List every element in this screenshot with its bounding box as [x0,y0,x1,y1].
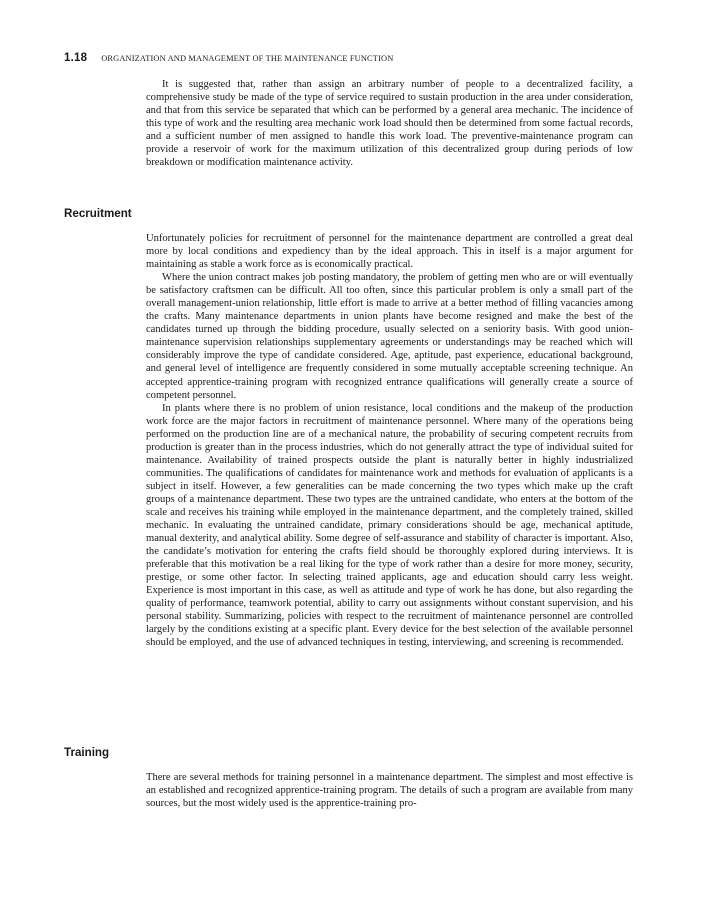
paragraph: Where the union contract makes job posting mandatory, the problem of getting men who are or will eventually be satisfactory craftsmen can be difficult. All too often, since this particular problem is only a small part of the overall management-union relationship, little effort is made to arrive at a better method of filling vacancies among the crafts. Many maintenance departments in union plants have become resigned and make the best of the candidates turned up through the bidding procedure, usually selected on a seniority basis. With good union-maintenance supervision relationships supplementary agreements or understandings may be reached which will considerably improve the type of candidate considered. Age, aptitude, past experience, educational background, and general level of intelligence are frequently considered in some mutually acceptable screening technique. An accepted apprentice-training program with recognized entrance qualifications will generally create a source of competent personnel. [146,272,633,401]
paragraph: Unfortunately policies for recruitment of personnel for the maintenance department are controlled a great deal more by local conditions and expediency than by the ideal approach. This in itself is a major argument for maintaining as stable a work force as is economically practical. [146,233,633,271]
intro-text [146,78,633,169]
section-heading-training: Training [64,746,110,759]
paragraph: There are several methods for training personnel in a maintenance department. The simplest and most effective is an established and recognized apprentice-training program. The details of such a program are available from many sources, but the most widely used is the apprentice-training pro- [146,772,633,810]
chapter-title: ORGANIZATION AND MANAGEMENT OF THE MAINTENANCE FUNCTION [101,54,394,63]
training-text [146,771,633,810]
paragraph: In plants where there is no problem of union resistance, local conditions and the makeup of the production work force are the major factors in recruitment of maintenance personnel. Where many of the operations being performed on the production line are of a mechanical nature, the probability of securing competent recruits from production is greater than in the process industries, which do not generally attract the type of individual suited for maintenance. Availability of trained prospects outside the plant is naturally better in highly industrialized communities. The qualifications of candidates for maintenance work and methods for evaluation of applicants is a subject in itself. However, a few generalities can be made concerning the two types which make up the craft groups of a maintenance department. These two types are the untrained candidate, who enters at the bottom of the scale and receives his training while employed in the maintenance department, and the completely trained, skilled mechanic. In evaluating the untrained candidate, primary considerations should be age, mechanical aptitude, manual dexterity, and analytical ability. Some degree of self-assurance and stability of character is important. Also, the candidate’s motivation for entering the crafts field should be thoroughly explored during interviews. It is preferable that this motivation be a real liking for the type of work rather than a desire for more money, security, prestige, or some other factor. In selecting trained applicants, age and education should carry less weight. Experience is most important in this case, as well as attitude and type of work he has done, but also regarding the quality of performance, teamwork potential, ability to carry out assignments without constant supervision, and his personal stability. Summarizing, policies with respect to the recruitment of maintenance personnel are controlled largely by the conditions existing at a specific plant. Every device for the best selection of the available personnel should be employed, and the use of advanced techniques in testing, interviewing, and screening is recommended. [146,402,633,649]
page-number: 1.18 [64,52,88,64]
recruitment-text [146,232,633,650]
paragraph: It is suggested that, rather than assign an arbitrary number of people to a decentralized facility, a comprehensive study be made of the type of service required to sustain production in the area under consideration, and that from this service be separated that which can be performed by a general area mechanic. The incidence of this type of work and the resulting area mechanic work load should then be determined from some factual records, and a sufficient number of men assigned to handle this work load. The preventive-maintenance program can provide a reservoir of work for the maximum utilization of this decentralized group during periods of low breakdown or modification maintenance activity. [146,79,633,169]
section-heading-recruitment: Recruitment [64,207,132,220]
running-head [64,52,393,66]
